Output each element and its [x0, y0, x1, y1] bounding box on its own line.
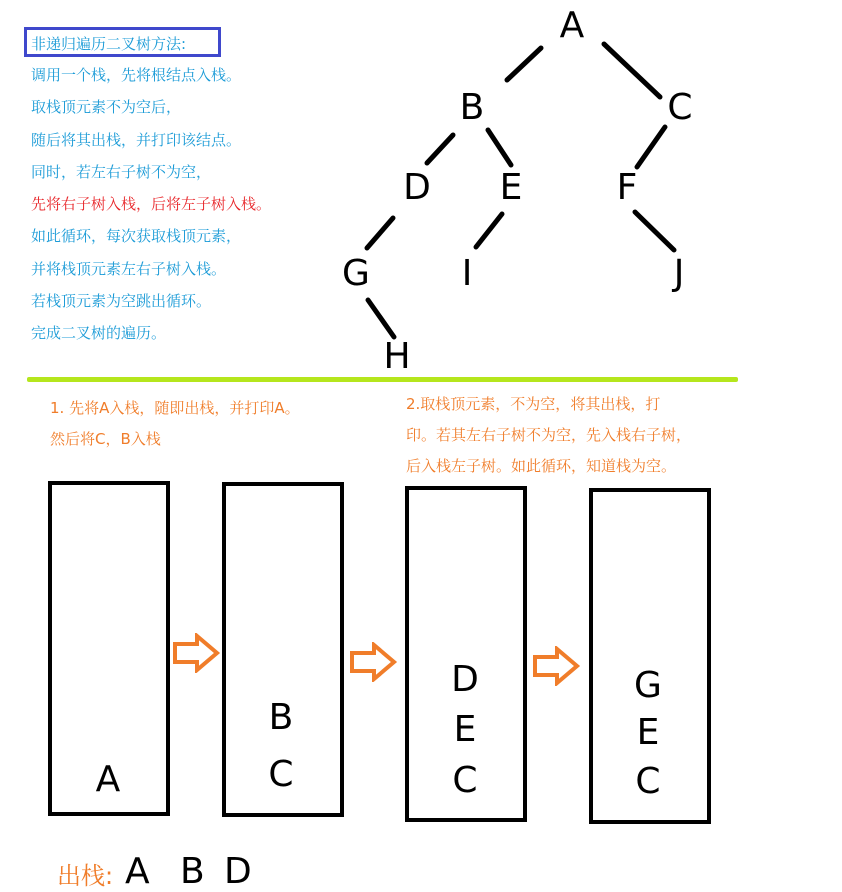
- edge-g-h: [368, 300, 394, 337]
- note-1-line-1: 1. 先将A入栈，随即出栈，并打印A。: [50, 399, 300, 417]
- note-1-line-2: 然后将C，B入栈: [50, 430, 161, 448]
- step-6: 如此循环，每次获取栈顶元素，: [31, 227, 242, 246]
- note-2-line-2: 印。若其左右子树不为空，先入栈右子树，: [406, 426, 692, 444]
- arrow-right-icon: [171, 633, 223, 673]
- stack-3-item-1: D: [451, 659, 479, 700]
- edge-b-e: [488, 130, 511, 165]
- tree-node-j: J: [673, 253, 685, 294]
- edge-a-b: [507, 48, 541, 80]
- tree-node-g: G: [342, 253, 370, 294]
- stack-3-item-3: C: [452, 760, 478, 801]
- popped-value-3: D: [224, 851, 252, 892]
- stack-4-item-3: C: [635, 761, 661, 802]
- edge-d-g: [367, 218, 393, 248]
- stack-1-item-1: A: [95, 759, 121, 800]
- tree-node-c: C: [667, 87, 693, 128]
- arrow-right-icon: [531, 646, 583, 686]
- step-8: 若栈顶元素为空跳出循环。: [31, 292, 212, 311]
- tree-node-b: B: [459, 87, 485, 128]
- step-1: 调用一个栈，先将根结点入栈。: [31, 66, 242, 84]
- stack-4-item-1: G: [634, 665, 662, 706]
- tree-node-h: H: [383, 336, 411, 377]
- tree-node-e: E: [499, 167, 523, 208]
- step-5-highlighted: 先将右子树入栈，后将左子树入栈。: [31, 195, 272, 214]
- edge-f-j: [635, 212, 674, 250]
- tree-node-d: D: [403, 167, 431, 208]
- arrow-right-icon: [348, 642, 400, 682]
- section-divider: [27, 377, 738, 382]
- step-3: 随后将其出栈，并打印该结点。: [31, 130, 242, 149]
- note-step-1: [50, 393, 300, 455]
- title: 非递归遍历二叉树方法:: [31, 35, 187, 53]
- step-2: 取栈顶元素不为空后，: [31, 98, 182, 117]
- tree-node-i: I: [461, 253, 473, 294]
- stack-2-item-2: C: [268, 754, 294, 795]
- stack-2-item-1: B: [268, 697, 294, 738]
- tree-node-f: F: [616, 167, 638, 208]
- popped-label: 出栈:: [57, 862, 114, 890]
- edge-c-f: [637, 127, 665, 167]
- note-step-2: [406, 389, 691, 482]
- tree-node-a: A: [559, 5, 585, 46]
- popped-value-1: A: [125, 851, 150, 892]
- edge-e-i: [476, 214, 502, 247]
- step-7: 并将栈顶元素左右子树入栈。: [31, 259, 227, 278]
- edge-a-c: [604, 44, 660, 97]
- step-4: 同时，若左右子树不为空，: [31, 162, 212, 181]
- popped-value-2: B: [180, 851, 205, 892]
- step-9: 完成二叉树的遍历。: [31, 324, 167, 343]
- stack-4-item-2: E: [636, 712, 660, 753]
- edge-b-d: [427, 135, 453, 163]
- note-2-line-1: 2.取栈顶元素，不为空，将其出栈，打: [406, 395, 661, 413]
- stack-3-item-2: E: [453, 709, 477, 750]
- note-2-line-3: 后入栈左子树。如此循环，知道栈为空。: [406, 457, 677, 475]
